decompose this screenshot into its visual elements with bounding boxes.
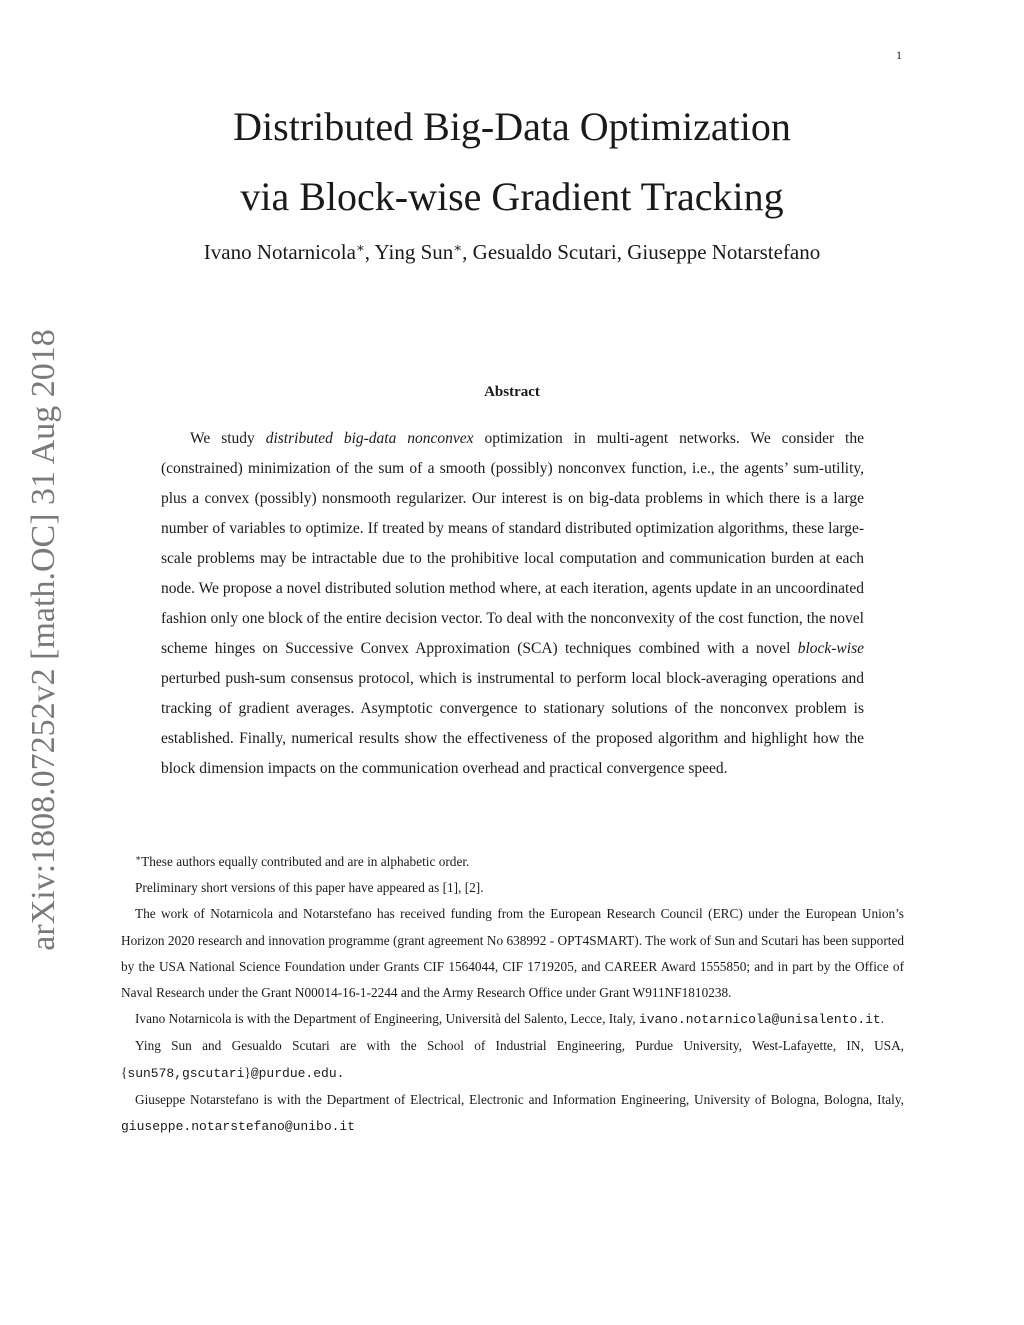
email-domain[interactable]: @purdue.edu. <box>250 1065 345 1081</box>
email-link[interactable]: ivano.notarnicola@unisalento.it <box>638 1012 881 1028</box>
authors-remaining: Gesualdo Scutari, Giuseppe Notarstefano <box>472 240 821 264</box>
footnote-preliminary: Preliminary short versions of this paper have appeared as [1], [2]. <box>135 880 484 896</box>
author-list: Ivano Notarnicola∗, Ying Sun∗, Gesualdo Scutari, Giuseppe Notarstefano <box>203 240 821 264</box>
footnote-funding: The work of Notarnicola and Notarstefano has received funding from the European Research Council (ERC) under the European Union’s Horizon 2020 research and innovation programme (grant agreement No 638992 - OPT4SMART). The work of Sun and Scutari has been supported by the USA National Science Foundation under Grants CIF 1564044, CIF 1719205, and CAREER Award 1555850; and in part by the Office of Naval Research under the Grant N00014-16-1-2244 and the Army Research Office under Grant W911NF1810238. <box>121 906 904 1001</box>
footnote-affiliation-sun-scutari: Ying Sun and Gesualdo Scutari are with the School of Industrial Engineering, Purdue University, West-Lafayette, IN, USA, {sun578,gscutari}@purdue.edu. <box>121 1038 904 1081</box>
author-2: Ying Sun <box>374 240 454 264</box>
abstract-body <box>161 424 864 784</box>
abstract-paragraph: We study distributed big-data nonconvex optimization in multi-agent networks. We consider the (constrained) minimization of the sum of a smooth (possibly) nonconvex function, i.e., the agents’ sum-utility, plus a convex (possibly) nonsmooth regularizer. Our interest is on big-data problems in which there is a large number of variables to optimize. If treated by means of standard distributed optimization algorithms, these large-scale problems may be intractable due to the prohibitive local computation and communication burden at each node. We propose a novel distributed solution method where, at each iteration, agents update in an uncoordinated fashion only one block of the entire decision vector. To deal with the nonconvexity of the cost function, the novel scheme hinges on Successive Convex Approximation (SCA) techniques combined with a novel block-wise perturbed push-sum consensus protocol, which is instrumental to perform local block-averaging operations and tracking of gradient averages. Asymptotic convergence to stationary solutions of the nonconvex problem is established. Finally, numerical results show the effectiveness of the proposed algorithm and highlight how the block dimension impacts on the communication overhead and practical convergence speed. <box>161 430 864 777</box>
email-link[interactable]: sun578,gscutari <box>127 1065 245 1081</box>
arxiv-identifier-stamp: arXiv:1808.07252v2 [math.OC] 31 Aug 2018 <box>25 329 62 951</box>
abstract-emphasis: distributed big-data nonconvex <box>265 430 474 447</box>
footnote-equal-contribution: ∗These authors equally contributed and are in alphabetic order. <box>135 853 470 869</box>
email-link[interactable]: giuseppe.notarstefano@unibo.it <box>121 1119 356 1135</box>
title-line-1: Distributed Big-Data Optimization <box>233 104 791 149</box>
page-number: 1 <box>896 48 902 62</box>
author-1-equal-mark: ∗ <box>355 240 365 255</box>
abstract-emphasis: block-wise <box>797 640 864 657</box>
paper-title <box>0 92 1024 232</box>
author-2-equal-mark: ∗ <box>453 240 463 255</box>
footnotes <box>121 849 904 1140</box>
footnote-affiliation-notarnicola: Ivano Notarnicola is with the Department of Engineering, Università del Salento, Lecce, Italy, ivano.notarnicola@unisalento.it. <box>135 1011 885 1028</box>
footnote-affiliation-notarstefano: Giuseppe Notarstefano is with the Department of Electrical, Electronic and Information Engineering, University of Bologna, Bologna, Italy, giuseppe.notarstefano@unibo.it <box>121 1091 904 1135</box>
title-line-2: via Block-wise Gradient Tracking <box>240 174 784 219</box>
abstract-heading: Abstract <box>484 384 540 400</box>
author-1: Ivano Notarnicola <box>203 240 356 264</box>
